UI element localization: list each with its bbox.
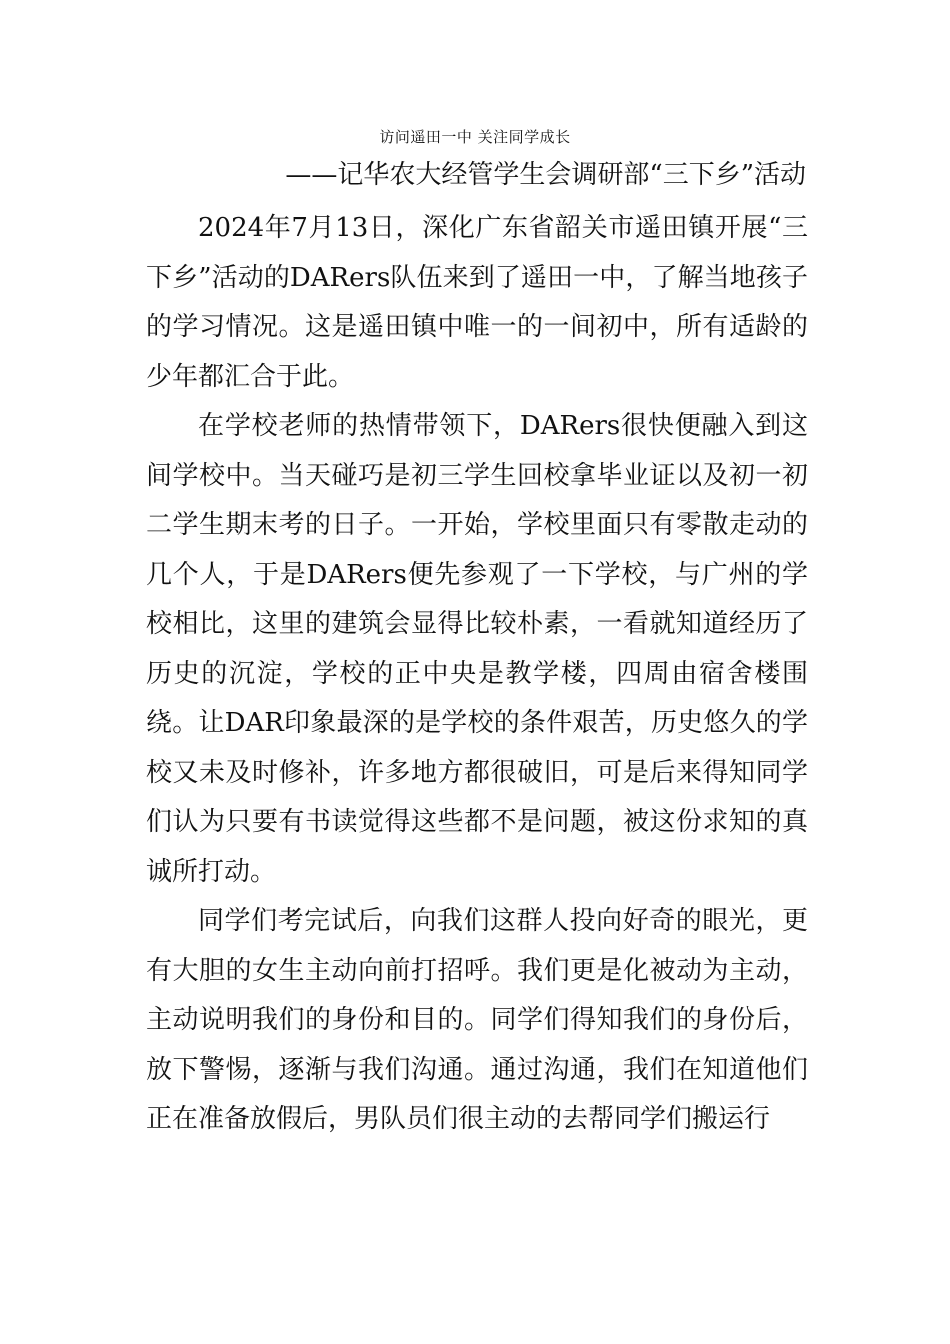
paragraph: 在学校老师的热情带领下，DARers很快便融入到这间学校中。当天碰巧是初三学生回校拿毕业证以及初一初二学生期末考的日子。一开始，学校里面只有零散走动的几个人，于是DARers便先参观了一下学校，与广州的学校相比，这里的建筑会显得比较朴素，一看就知道经历了历史的沉淀，学校的正中央是教学楼，四周由宿舍楼围绕。让DAR印象最深的是学校的条件艰苦，历史悠久的学校又未及时修补，许多地方都很破旧，可是后来得知同学们认为只要有书读觉得这些都不是问题，被这份求知的真诚所打动。	[146, 411, 808, 887]
paragraph: 2024年7月13日，深化广东省韶关市遥田镇开展“三下乡”活动的DARers队伍来到了遥田一中，了解当地孩子的学习情况。这是遥田镇中唯一的一间初中，所有适龄的少年都汇合于此。	[146, 213, 808, 392]
document-body	[146, 204, 808, 1145]
document-title: 访问遥田一中 关注同学成长	[379, 128, 571, 146]
paragraph: 同学们考完试后，向我们这群人投向好奇的眼光，更有大胆的女生主动向前打招呼。我们更是化被动为主动，主动说明我们的身份和目的。同学们得知我们的身份后，放下警惕，逐渐与我们沟通。通过沟通，我们在知道他们正在准备放假后，男队员们很主动的去帮同学们搬运行	[146, 906, 808, 1134]
document-subtitle: ——记华农大经管学生会调研部“三下乡”活动	[285, 160, 806, 190]
